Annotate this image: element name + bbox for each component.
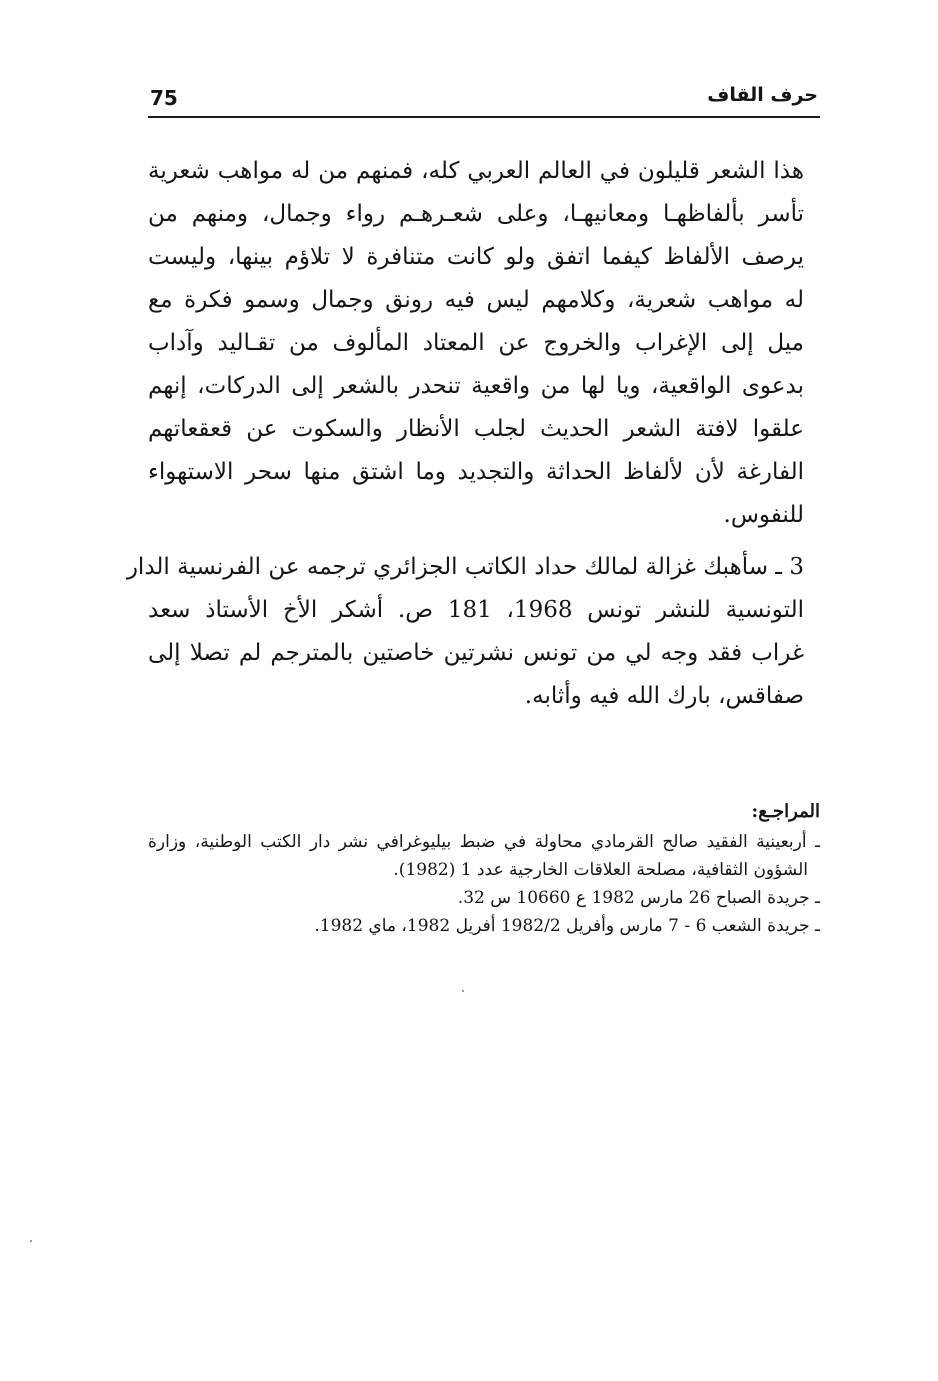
footnote-line: التونسية للنشر تونس 1968، 181 ص. أشكر الأخ الأستاذ سعد	[148, 597, 805, 623]
paragraph-line: هذا الشعر قليلون في العالم العربي كله، فمنهم من له مواهب شعرية	[148, 158, 804, 184]
paragraph-line: الفارغة لأن لألفاظ الحداثة والتجديد وما اشتق منها سحر الاستهواء	[148, 459, 804, 485]
references-heading: المراجـع:	[751, 801, 820, 822]
chapter-title: حرف القاف	[707, 84, 818, 106]
paragraph-line: علقوا لافتة الشعر الحديث لجلب الأنظار والسكوت عن قعقعاتهم	[148, 416, 804, 442]
page-header	[148, 84, 820, 118]
paragraph-line: يرصف الألفاظ كيفما اتفق ولو كانت متنافرة لا تلاؤم بينها، وليست	[148, 244, 804, 270]
scan-speck	[462, 990, 464, 992]
paragraph-line: للنفوس.	[723, 502, 804, 528]
footnote-line: 3 ـ سأهبك غزالة لمالك حداد الكاتب الجزائري ترجمه عن الفرنسية الدار	[126, 554, 804, 580]
footnote-3	[126, 546, 805, 718]
footnote-line: صفاقس، بارك الله فيه وأثابه.	[524, 683, 804, 709]
page-number: 75	[150, 86, 178, 110]
paragraph-line: ميل إلى الإغراب والخروج عن المعتاد المألوف من تقـاليد وآداب	[148, 330, 804, 356]
paragraph-line: بدعوى الواقعية، ويا لها من واقعية تنحدر بالشعر إلى الدركات، إنهم	[148, 373, 804, 399]
reference-entry: ـ جريدة الصباح 26 مارس 1982 ع 10660 س 32.	[457, 888, 820, 908]
reference-entry-continuation: الشؤون الثقافية، مصلحة العلاقات الخارجية عدد 1 (1982).	[393, 860, 808, 880]
paragraph-line: له مواهب شعرية، وكلامهم ليس فيه رونق وجمال وسمو فكرة مع	[148, 287, 804, 313]
references-section	[148, 796, 820, 940]
reference-entry: ـ جريدة الشعب 6 - 7 مارس وأفريل 1982/2 أفريل 1982، ماي 1982.	[314, 916, 820, 936]
footnote-line: غراب فقد وجه لي من تونس نشرتين خاصتين بالمترجم لم تصلا إلى	[148, 640, 804, 666]
scan-speck	[30, 1240, 32, 1242]
reference-entry: ـ أربعينية الفقيد صالح القرمادي محاولة في ضبط بيليوغرافي نشر دار الكتب الوطنية، وزارة	[148, 832, 820, 852]
paragraph-line: تأسر بألفاظهـا ومعانيهـا، وعلى شعـرهـم رواء وجمال، ومنهم من	[148, 201, 804, 227]
main-paragraph	[148, 150, 804, 537]
